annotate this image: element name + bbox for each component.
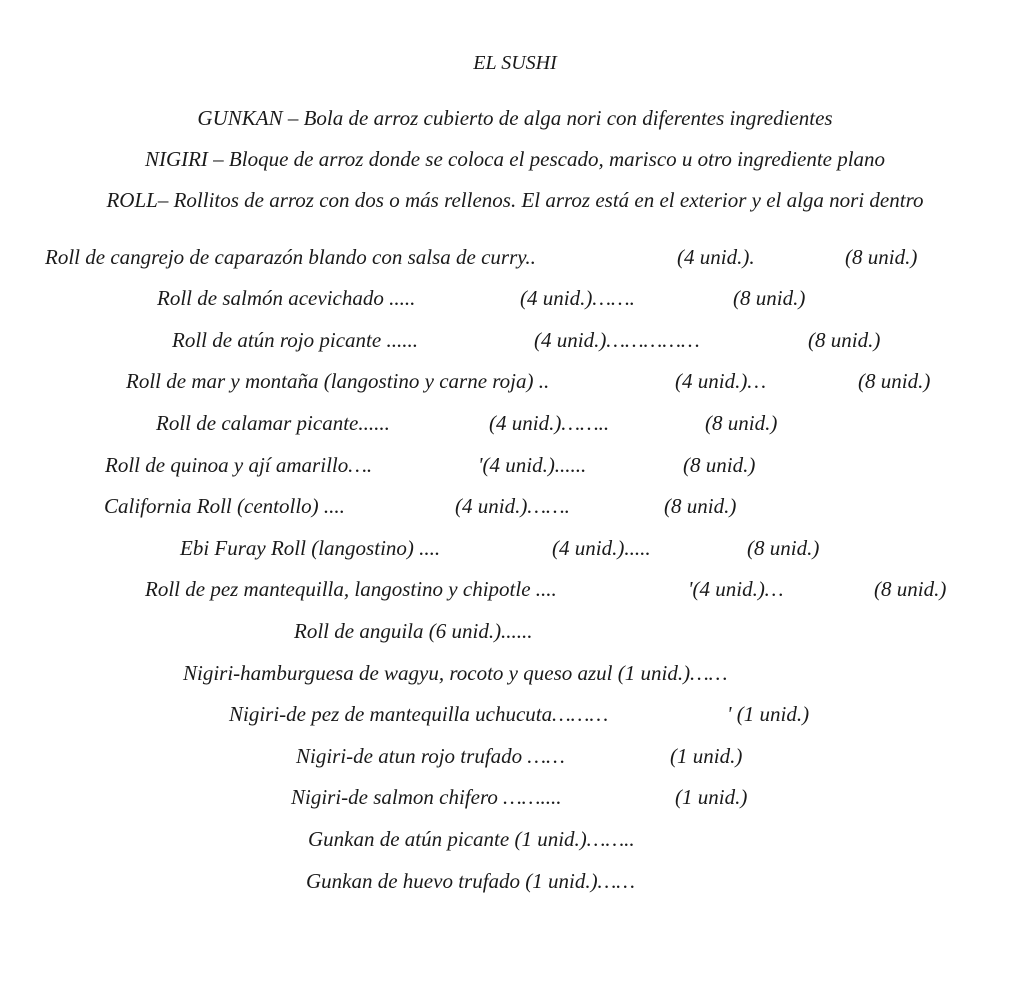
item-portion-large: (8 unid.) (808, 328, 881, 352)
item-name: Ebi Furay Roll (langostino) .... (180, 536, 441, 560)
item-portion-small: (4 unid.)… (675, 369, 766, 393)
item-portion-large: (8 unid.) (683, 453, 756, 477)
item-portion-large: (8 unid.) (705, 411, 778, 435)
item-portion-small: (4 unid.)..... (552, 536, 651, 560)
page-title: EL SUSHI (473, 52, 557, 74)
item-portion-small: ' (1 unid.) (727, 702, 810, 726)
item-name: Nigiri-hamburguesa de wagyu, rocoto y queso azul (1 unid.)…… (183, 661, 728, 685)
item-name: Gunkan de huevo trufado (1 unid.)…… (306, 869, 635, 893)
item-portion-small: (4 unid.)…………… (534, 328, 700, 352)
item-name: Roll de pez mantequilla, langostino y chipotle .... (145, 577, 557, 601)
item-portion-small: (4 unid.)……. (520, 286, 635, 310)
item-name: Roll de calamar picante...... (156, 411, 390, 435)
item-name: Roll de cangrejo de caparazón blando con salsa de curry.. (45, 245, 536, 269)
item-name: Nigiri-de atun rojo trufado …… (296, 744, 565, 768)
item-portion-large: (8 unid.) (845, 245, 918, 269)
definition-roll: ROLL– Rollitos de arroz con dos o más rellenos. El arroz está en el exterior y el alga nori dentro (106, 188, 924, 212)
item-portion-large: (8 unid.) (747, 536, 820, 560)
item-portion-small: (4 unid.)……. (455, 494, 570, 518)
item-name: Roll de anguila (6 unid.)...... (294, 619, 533, 643)
item-portion-large: (8 unid.) (733, 286, 806, 310)
item-portion-small: '(4 unid.)...... (478, 453, 587, 477)
item-portion-small: '(4 unid.)… (688, 577, 784, 601)
item-portion-small: (4 unid.)…….. (489, 411, 610, 435)
item-name: Roll de salmón acevichado ..... (157, 286, 416, 310)
item-portion-small: (4 unid.). (677, 245, 755, 269)
item-portion-large: (8 unid.) (874, 577, 947, 601)
item-name: Roll de atún rojo picante ...... (172, 328, 418, 352)
item-portion-small: (1 unid.) (670, 744, 743, 768)
definition-gunkan: GUNKAN – Bola de arroz cubierto de alga nori con diferentes ingredientes (197, 106, 833, 130)
item-portion-small: (1 unid.) (675, 785, 748, 809)
definition-nigiri: NIGIRI – Bloque de arroz donde se coloca el pescado, marisco u otro ingrediente plano (144, 147, 886, 171)
item-name: Gunkan de atún picante (1 unid.)…….. (308, 827, 635, 851)
item-portion-large: (8 unid.) (858, 369, 931, 393)
item-name: California Roll (centollo) .... (104, 494, 345, 518)
item-portion-large: (8 unid.) (664, 494, 737, 518)
item-name: Roll de mar y montaña (langostino y carne roja) .. (126, 369, 550, 393)
item-name: Nigiri-de salmon chifero …….... (291, 785, 562, 809)
item-name: Roll de quinoa y ají amarillo…. (105, 453, 373, 477)
item-name: Nigiri-de pez de mantequilla uchucuta……… (229, 702, 609, 726)
